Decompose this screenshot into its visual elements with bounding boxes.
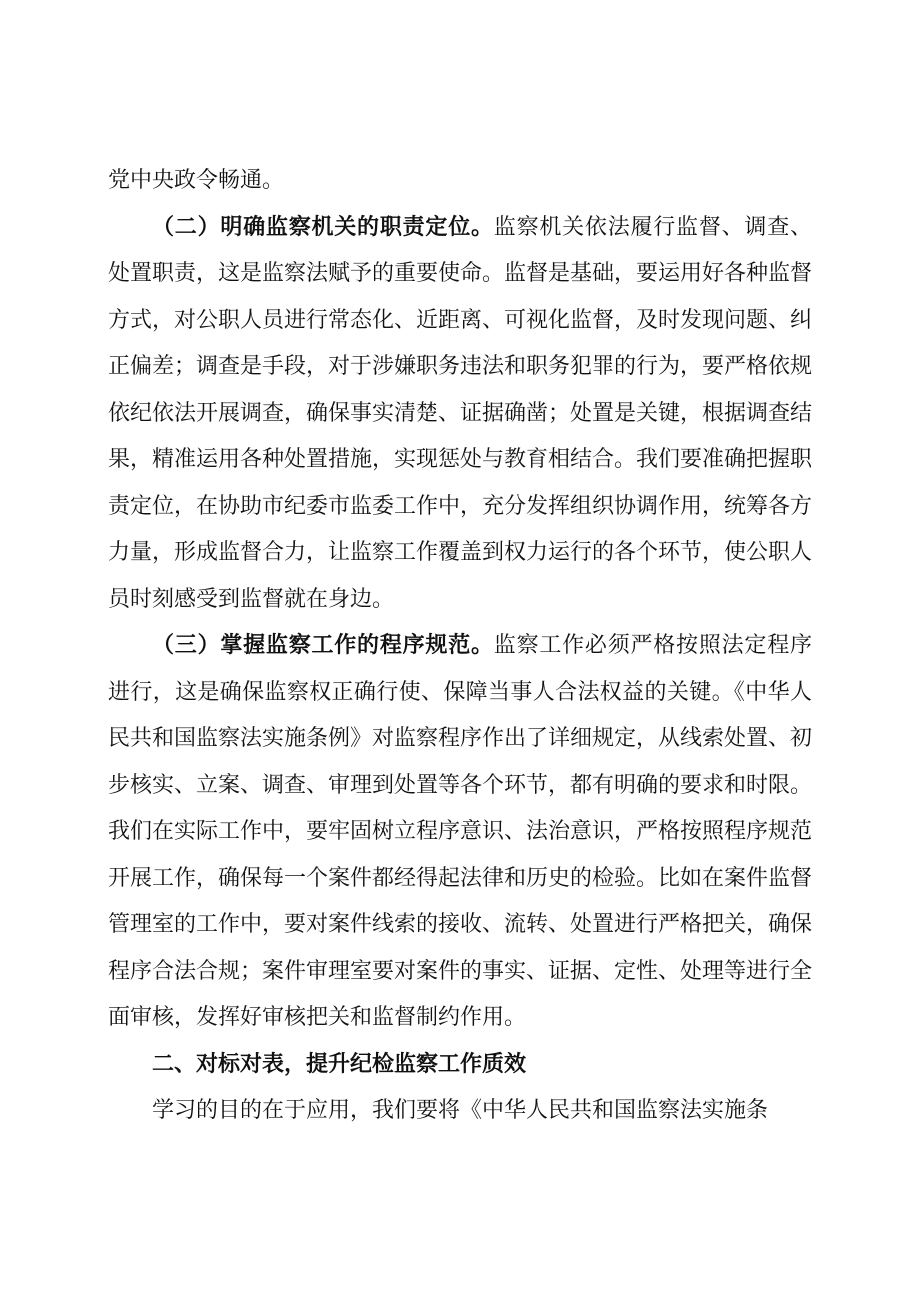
document-body: [108, 158, 812, 1135]
paragraph-text: 学习的目的在于应用，我们要将《中华人民共和国监察法实施条: [152, 1098, 769, 1123]
paragraph-duty-positioning: [108, 205, 812, 624]
paragraph-closing: [108, 1088, 812, 1135]
section-heading: 二、对标对表，提升纪检监察工作质效: [152, 1051, 527, 1077]
paragraph-text: 党中央政令畅通。: [108, 168, 285, 193]
paragraph-lead-heading: （二）明确监察机关的职责定位。: [152, 214, 494, 240]
paragraph-text: 监察机关依法履行监督、调查、处置职责，这是监察法赋予的重要使命。监督是基础，要运用好各种监督方式，对公职人员进行常态化、近距离、可视化监督，及时发现问题、纠正偏差；调查是手段，对于涉嫌职务违法和职务犯罪的行为，要严格依规依纪依法开展调查，确保事实清楚、证据确凿；处置是关键，根据调查结果，精准运用各种处置措施，实现惩处与教育相结合。我们要准确把握职责定位，在协助市纪委市监委工作中，充分发挥组织协调作用，统筹各方力量，形成监督合力，让监察工作覆盖到权力运行的各个环节，使公职人员时刻感受到监督就在身边。: [108, 214, 813, 612]
paragraph-text: 监察工作必须严格按照法定程序进行，这是确保监察权正确行使、保障当事人合法权益的关键。《中华人民共和国监察法实施条例》对监察程序作出了详细规定，从线索处置、初步核实、立案、调查、审理到处置等各个环节，都有明确的要求和时限。我们在实际工作中，要牢固树立程序意识、法治意识，严格按照程序规范开展工作，确保每一个案件都经得起法律和历史的检验。比如在案件监督管理室的工作中，要对案件线索的接收、流转、处置进行严格把关，确保程序合法合规；案件审理室要对案件的事实、证据、定性、处理等进行全面审核，发挥好审核把关和监督制约作用。: [108, 633, 813, 1030]
paragraph-continuation: [108, 158, 812, 205]
paragraph-lead-heading: （三）掌握监察工作的程序规范。: [152, 633, 494, 658]
paragraph-procedure-norms: [108, 623, 812, 1042]
